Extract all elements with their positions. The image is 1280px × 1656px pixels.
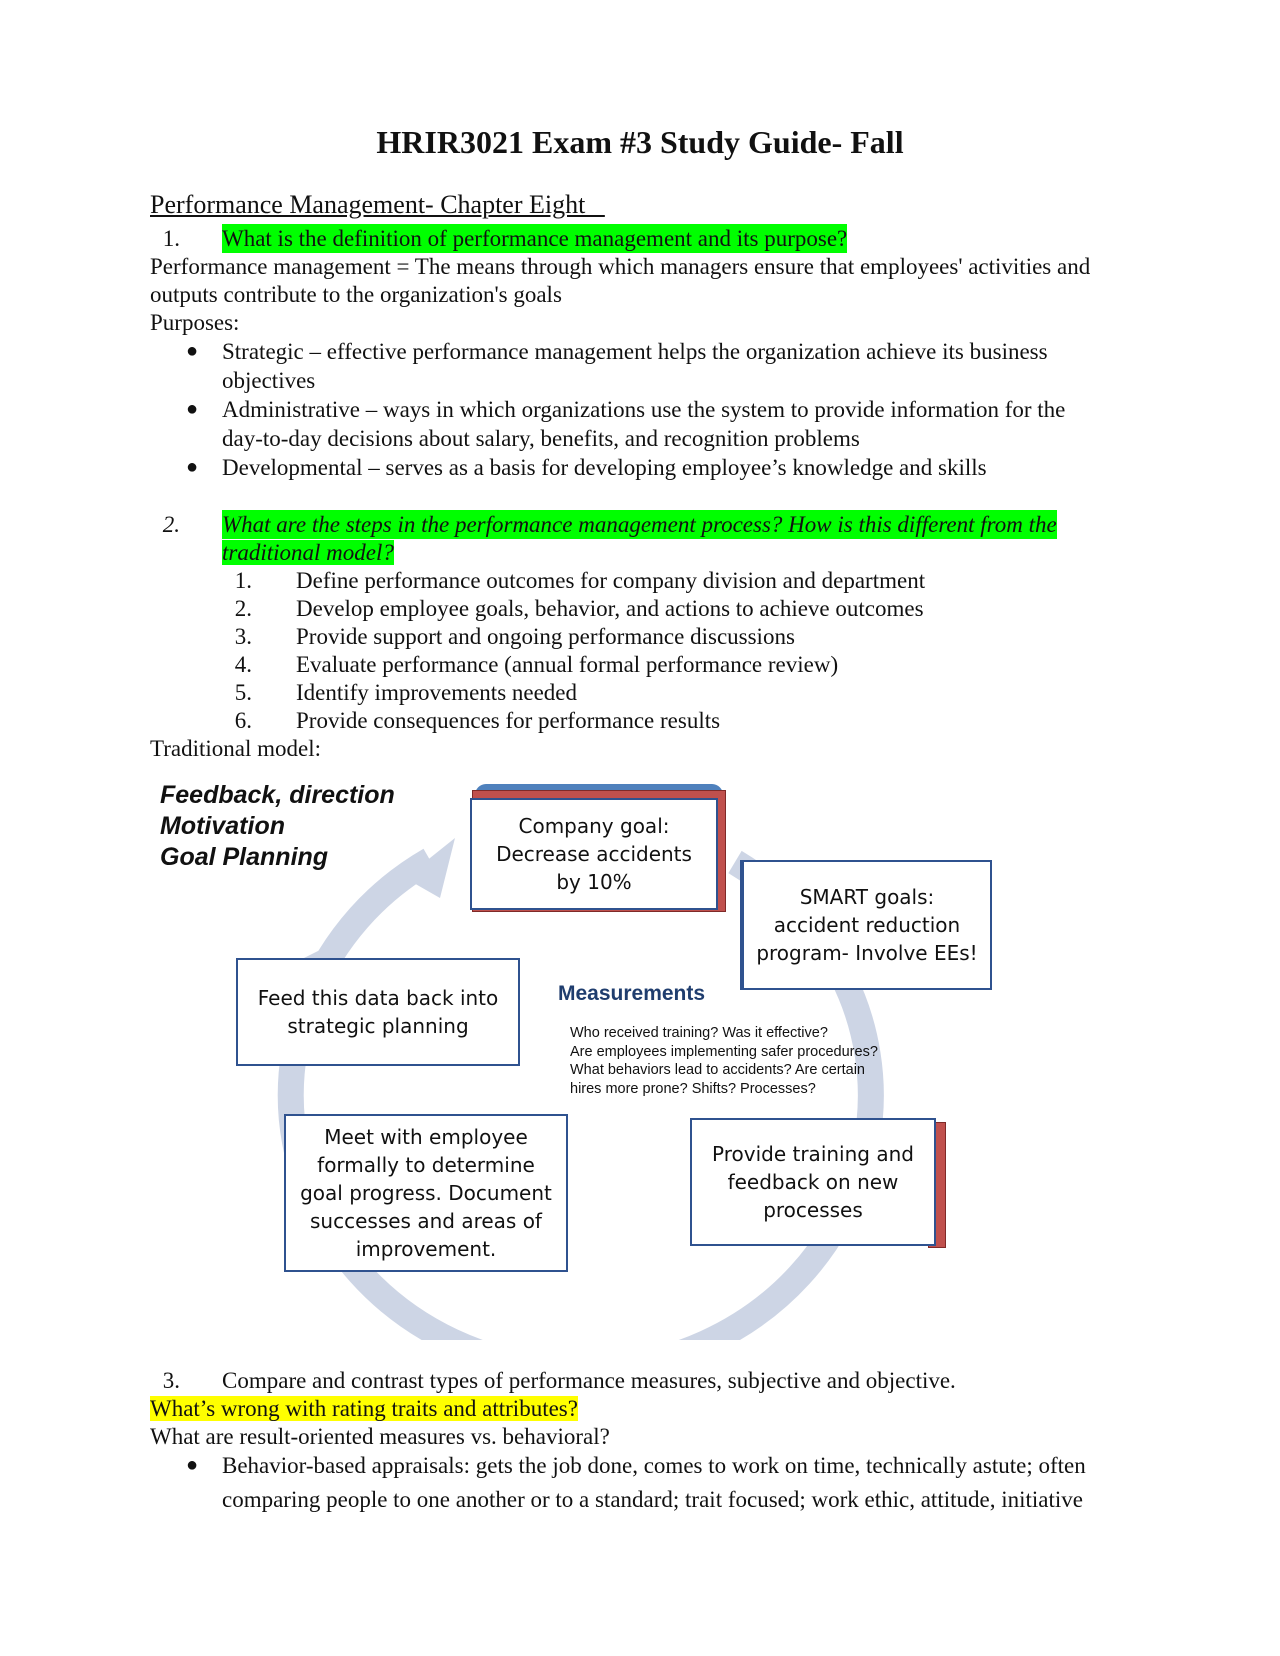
bullet-icon: ●: [186, 1454, 199, 1476]
purposes-label: Purposes:: [150, 310, 240, 335]
bullet-icon: ●: [186, 456, 199, 478]
provide-training-box: Provide training and feedback on new processes: [690, 1118, 936, 1246]
followup-question: What are result-oriented measures vs. behavioral?: [150, 1424, 610, 1449]
question-text: What is the definition of performance management and its purpose?: [222, 226, 848, 251]
list-item-continuation: comparing people to one another or to a standard; trait focused; work ethic, attitude, initiative: [222, 1487, 1083, 1512]
company-goal-box: Company goal: Decrease accidents by 10%: [470, 798, 718, 910]
document-title: HRIR3021 Exam #3 Study Guide- Fall: [376, 124, 904, 160]
side-label: Feedback, direction Motivation Goal Planning: [160, 781, 395, 871]
question-number: 3.: [162, 1368, 180, 1393]
list-item-continuation: day-to-day decisions about salary, benefits, and recognition problems: [222, 426, 860, 451]
traditional-model-label: Traditional model:: [150, 736, 322, 761]
meet-employee-box: Meet with employee formally to determine goal progress. Document successes and areas of improvement.: [284, 1114, 568, 1272]
list-item-continuation: objectives: [222, 368, 316, 393]
question-number: 2.: [162, 512, 180, 537]
performance-cycle-diagram: [0, 780, 1280, 1340]
feed-back-box: Feed this data back into strategic planning: [236, 958, 520, 1066]
bullet-icon: ●: [186, 398, 199, 420]
definition-line: outputs contribute to the organization's goals: [150, 282, 562, 307]
question-number: 1.: [162, 226, 180, 251]
question-text-continuation: traditional model?: [222, 540, 394, 565]
question-text: What are the steps in the performance management process? How is this different from the: [222, 512, 1057, 537]
section-heading: Performance Management- Chapter Eight: [150, 190, 605, 219]
smart-goals-box: SMART goals: accident reduction program- Involve EEs!: [740, 860, 992, 990]
question-text: Compare and contrast types of performance measures, subjective and objective.: [222, 1368, 956, 1393]
bullet-icon: ●: [186, 340, 199, 362]
measurements-title: Measurements: [558, 982, 706, 1005]
measurements-list: Who received training? Was it effective? Are employees implementing safer procedures? What behaviors lead to accidents? Are certain hires more prone? Shifts? Processes?: [570, 1025, 878, 1097]
highlighted-question: What’s wrong with rating traits and attributes?: [150, 1396, 578, 1421]
definition-line: Performance management = The means through which managers ensure that employees' activities and: [150, 254, 1091, 279]
